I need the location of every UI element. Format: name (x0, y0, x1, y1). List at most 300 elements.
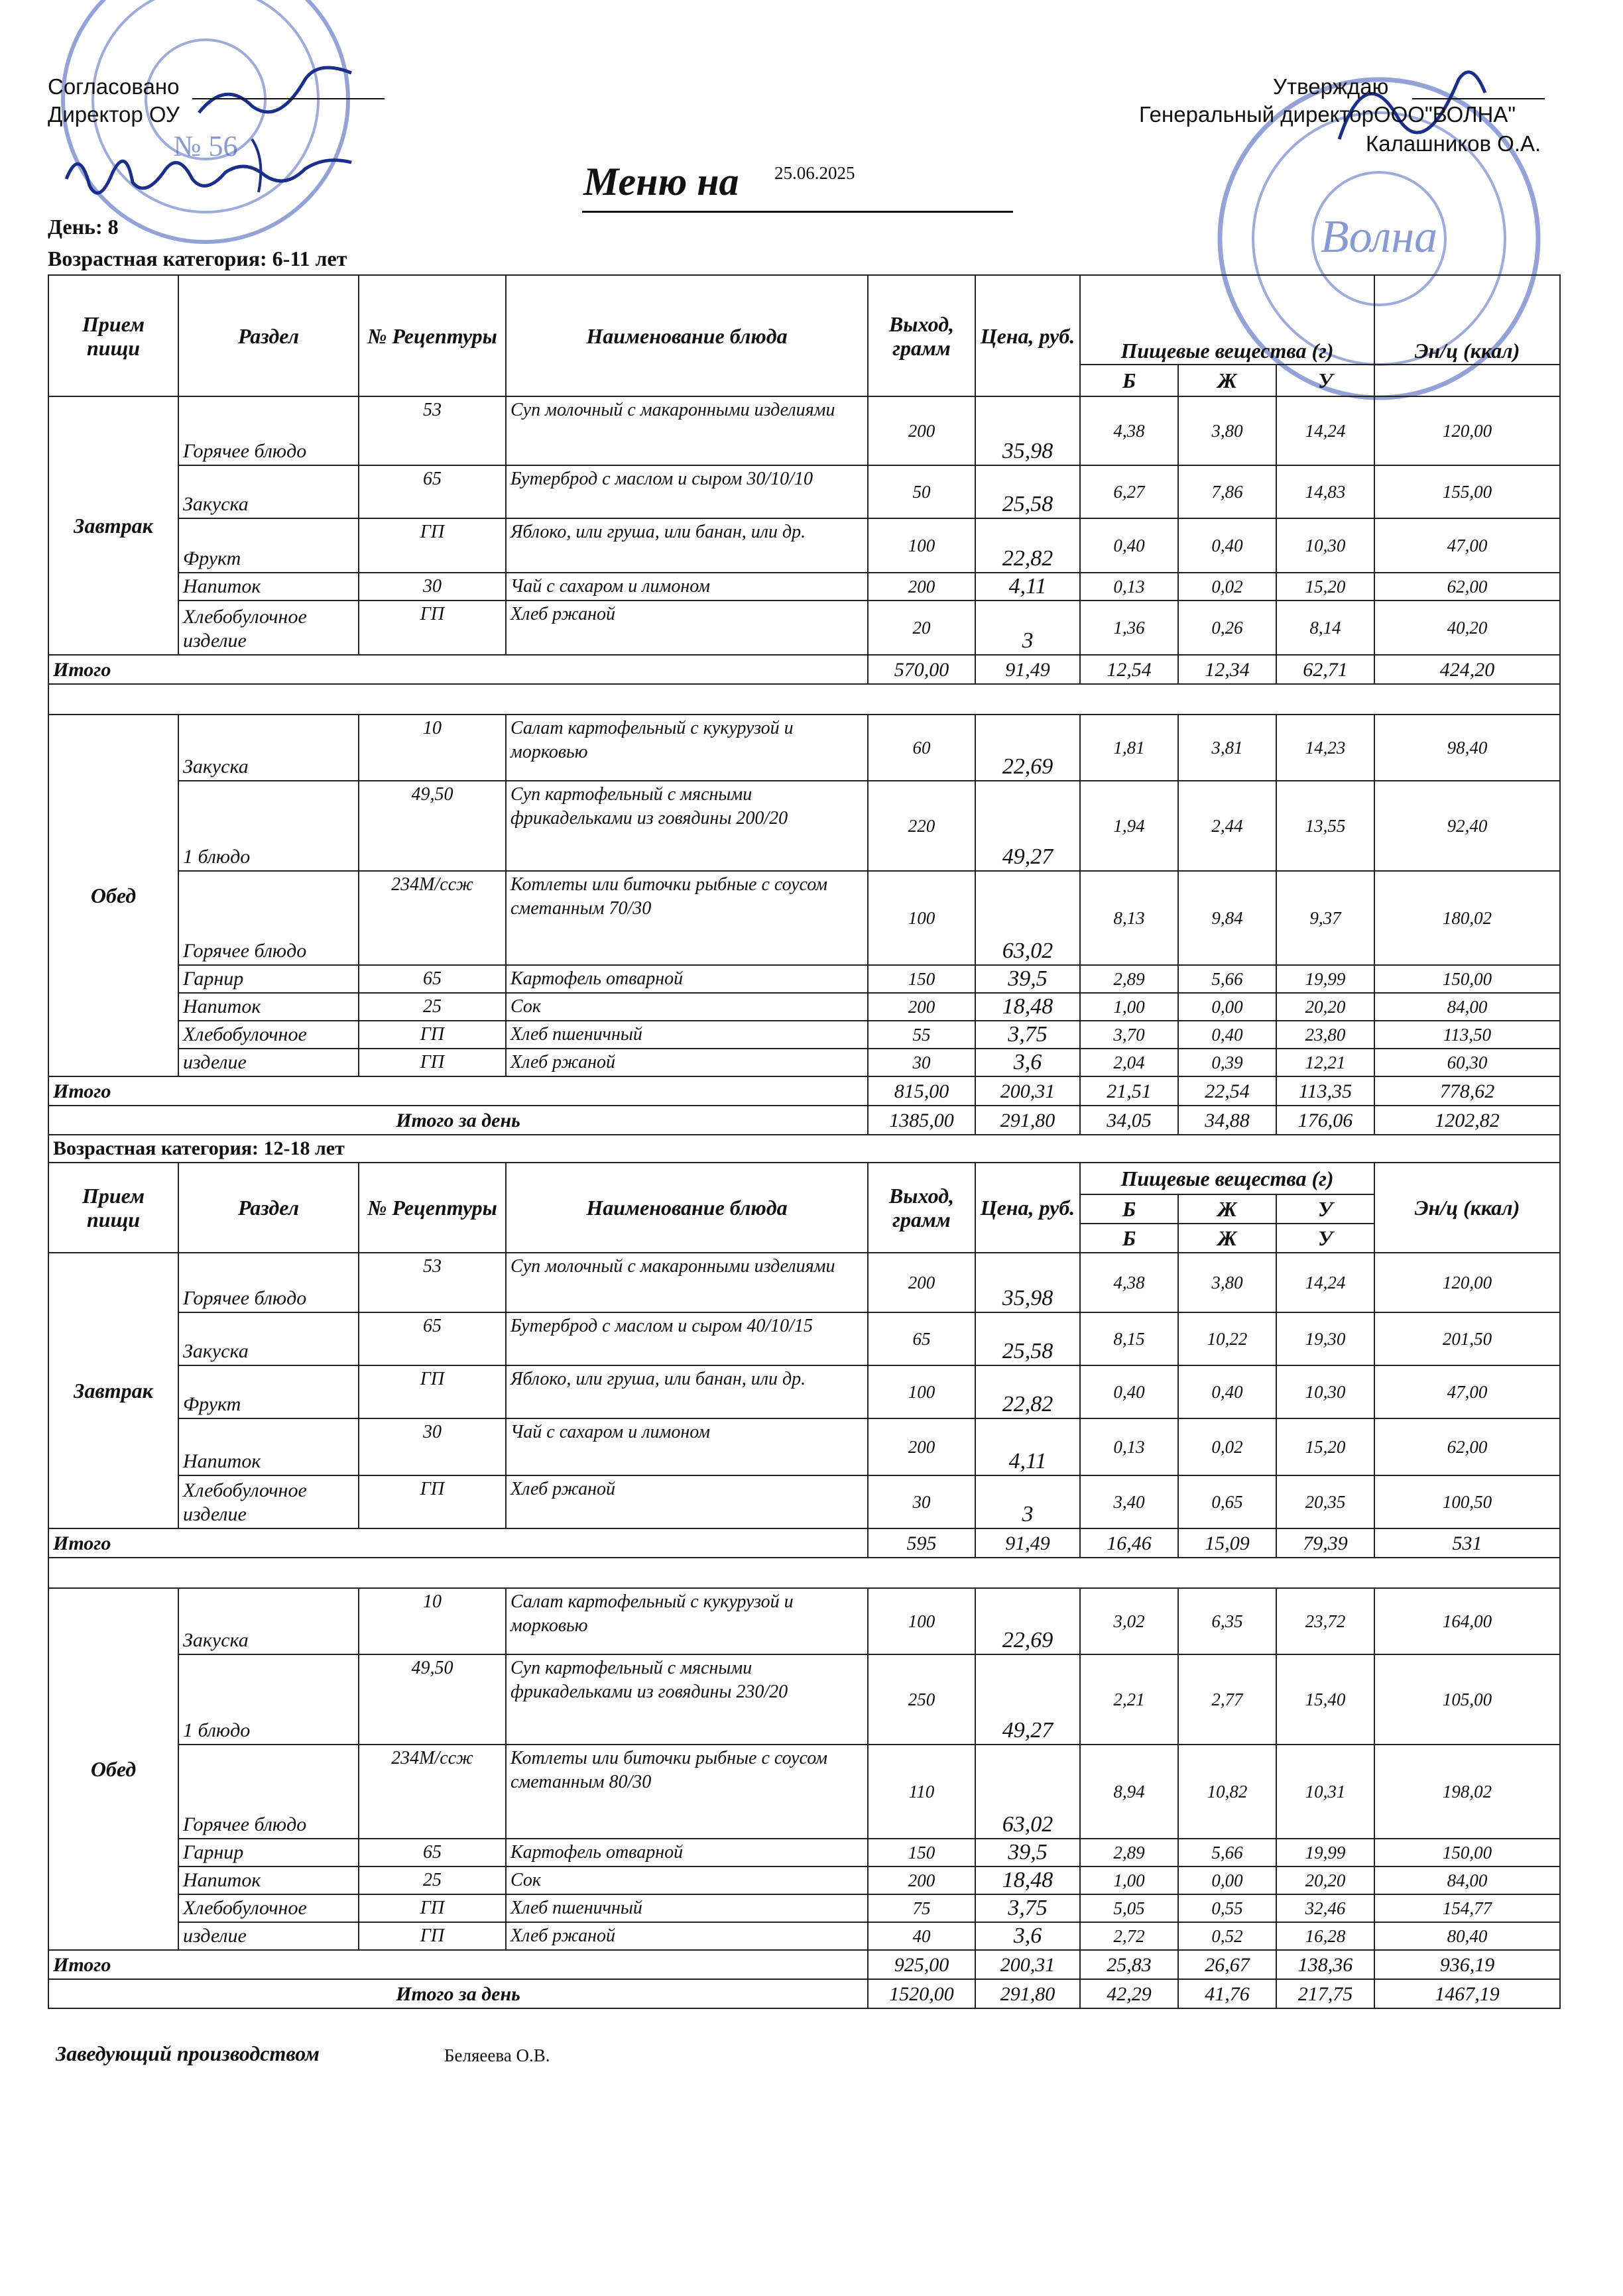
total-cell: 25,83 (1080, 1950, 1178, 1979)
price-cell: 3,75 (975, 1894, 1080, 1922)
col-nutrients: Пищевые вещества (г) (1080, 1163, 1374, 1194)
weight-cell: 150 (868, 1839, 975, 1866)
dish-cell: Суп картофельный с мясными фрикадельками из говядины 200/20 (506, 781, 868, 871)
dish-cell: Хлеб пшеничный (506, 1894, 868, 1922)
protein-cell: 3,40 (1080, 1475, 1178, 1528)
meal-name: Завтрак (48, 1253, 178, 1528)
director-signature (53, 133, 371, 212)
price-cell: 3 (975, 601, 1080, 655)
protein-cell: 4,38 (1080, 396, 1178, 465)
total-cell: 15,09 (1178, 1528, 1276, 1558)
total-cell: 12,34 (1178, 655, 1276, 684)
section-cell: Горячее блюдо (178, 871, 359, 965)
weight-cell: 55 (868, 1021, 975, 1049)
section-cell: изделие (178, 1049, 359, 1076)
day-total-label: Итого за день (48, 1979, 868, 2008)
weight-cell: 60 (868, 715, 975, 781)
gap-row (48, 1558, 1560, 1588)
price-cell: 18,48 (975, 1866, 1080, 1894)
protein-cell: 4,38 (1080, 1253, 1178, 1312)
dish-cell: Котлеты или биточки рыбные с соусом сметанным 70/30 (506, 871, 868, 965)
weight-cell: 50 (868, 465, 975, 518)
fat-cell: 5,66 (1178, 965, 1276, 993)
carb-cell: 10,30 (1276, 518, 1374, 573)
general-director: Генеральный директорООО"ВОЛНА" (1139, 102, 1516, 127)
weight-cell: 100 (868, 1365, 975, 1418)
carb-cell: 14,24 (1276, 1253, 1374, 1312)
dish-cell: Яблоко, или груша, или банан, или др. (506, 518, 868, 573)
weight-cell: 40 (868, 1922, 975, 1950)
t1-lunch-total-row (48, 1076, 1560, 1106)
fat-cell: 2,44 (1178, 781, 1276, 871)
protein-cell: 6,27 (1080, 465, 1178, 518)
col-dish: Наименование блюда (506, 1163, 868, 1253)
col-section: Раздел (178, 275, 359, 396)
dish-cell: Картофель отварной (506, 965, 868, 993)
carb-cell: 20,35 (1276, 1475, 1374, 1528)
section-cell: Напиток (178, 573, 359, 601)
section-cell: Фрукт (178, 1365, 359, 1418)
energy-cell: 60,30 (1374, 1049, 1560, 1076)
table-row (48, 1866, 1560, 1894)
table-row (48, 993, 1560, 1021)
carb-cell: 19,30 (1276, 1312, 1374, 1365)
price-cell: 35,98 (975, 396, 1080, 465)
weight-cell: 65 (868, 1312, 975, 1365)
gap-row (48, 684, 1560, 715)
carb-cell: 23,80 (1276, 1021, 1374, 1049)
recipe-cell: 53 (359, 1253, 506, 1312)
table-row (48, 396, 1560, 465)
carb-cell: 15,20 (1276, 1418, 1374, 1475)
carb-cell: 16,28 (1276, 1922, 1374, 1950)
fat-cell: 10,22 (1178, 1312, 1276, 1365)
table-row (48, 1312, 1560, 1365)
table-row (48, 1365, 1560, 1418)
table-row (48, 1253, 1560, 1312)
title-underline (582, 211, 1013, 213)
total-label: Итого (48, 655, 868, 684)
total-cell: 1385,00 (868, 1106, 975, 1135)
total-cell: 138,36 (1276, 1950, 1374, 1979)
director-label: Директор ОУ (48, 102, 180, 127)
protein-cell: 0,13 (1080, 1418, 1178, 1475)
dish-cell: Хлеб ржаной (506, 1922, 868, 1950)
total-cell: 16,46 (1080, 1528, 1178, 1558)
t2-day-total-row (48, 1979, 1560, 2008)
protein-cell: 2,89 (1080, 1839, 1178, 1866)
price-cell: 63,02 (975, 1745, 1080, 1839)
recipe-cell: ГП (359, 1894, 506, 1922)
total-label: Итого (48, 1076, 868, 1106)
weight-cell: 200 (868, 1418, 975, 1475)
meal-name: Обед (48, 715, 178, 1076)
section-cell: 1 блюдо (178, 781, 359, 871)
section-cell: Закуска (178, 1588, 359, 1654)
table-row (48, 965, 1560, 993)
footer-name: Беляеева О.В. (444, 2045, 550, 2065)
table-row (48, 781, 1560, 871)
protein-cell: 1,00 (1080, 993, 1178, 1021)
t2-lunch (48, 1588, 1560, 1950)
col-u: У (1276, 1194, 1374, 1224)
protein-cell: 8,94 (1080, 1745, 1178, 1839)
protein-cell: 1,94 (1080, 781, 1178, 871)
section-cell: Хлебобулочное (178, 1021, 359, 1049)
section-cell: Горячее блюдо (178, 396, 359, 465)
dish-cell: Суп молочный с макаронными изделиями (506, 1253, 868, 1312)
weight-cell: 75 (868, 1894, 975, 1922)
energy-cell: 113,50 (1374, 1021, 1560, 1049)
price-cell: 3,6 (975, 1049, 1080, 1076)
carb-cell: 19,99 (1276, 965, 1374, 993)
energy-cell: 47,00 (1374, 518, 1560, 573)
recipe-cell: ГП (359, 1922, 506, 1950)
table-row (48, 601, 1560, 655)
col-weight: Выход, грамм (868, 1163, 975, 1253)
protein-cell: 1,81 (1080, 715, 1178, 781)
svg-text:Волна: Волна (1320, 211, 1438, 262)
recipe-cell: ГП (359, 1049, 506, 1076)
price-cell: 25,58 (975, 465, 1080, 518)
price-cell: 3,6 (975, 1922, 1080, 1950)
col-weight: Выход, грамм (868, 275, 975, 396)
carb-cell: 15,40 (1276, 1654, 1374, 1745)
col-recipe: № Рецептуры (359, 275, 506, 396)
agreed-signature-line (192, 98, 385, 99)
footer-label: Заведующий производством (56, 2041, 320, 2065)
col-energy-sub (1374, 365, 1560, 396)
recipe-cell: 49,50 (359, 1654, 506, 1745)
carb-cell: 13,55 (1276, 781, 1374, 871)
total-cell: 531 (1374, 1528, 1560, 1558)
col-zh: Ж (1178, 365, 1276, 396)
total-cell: 1467,19 (1374, 1979, 1560, 2008)
weight-cell: 200 (868, 993, 975, 1021)
total-cell: 217,75 (1276, 1979, 1374, 2008)
price-cell: 3,75 (975, 1021, 1080, 1049)
price-cell: 22,69 (975, 1588, 1080, 1654)
recipe-cell: 65 (359, 1312, 506, 1365)
price-cell: 63,02 (975, 871, 1080, 965)
col-u: У (1276, 1224, 1374, 1253)
section-cell: Горячее блюдо (178, 1745, 359, 1839)
price-cell: 39,5 (975, 965, 1080, 993)
carb-cell: 14,83 (1276, 465, 1374, 518)
dish-cell: Чай с сахаром и лимоном (506, 573, 868, 601)
price-cell: 4,11 (975, 573, 1080, 601)
recipe-cell: 234М/ссж (359, 871, 506, 965)
recipe-cell: 65 (359, 1839, 506, 1866)
carb-cell: 14,24 (1276, 396, 1374, 465)
section-cell: Закуска (178, 465, 359, 518)
recipe-cell: 65 (359, 465, 506, 518)
energy-cell: 155,00 (1374, 465, 1560, 518)
table-row (48, 1894, 1560, 1922)
recipe-cell: 25 (359, 1866, 506, 1894)
section-cell: Напиток (178, 993, 359, 1021)
meal-name: Обед (48, 1588, 178, 1950)
recipe-cell: ГП (359, 1365, 506, 1418)
section-cell: Гарнир (178, 965, 359, 993)
price-cell: 25,58 (975, 1312, 1080, 1365)
table-row (48, 1418, 1560, 1475)
total-cell: 291,80 (975, 1979, 1080, 2008)
dish-cell: Хлеб ржаной (506, 1049, 868, 1076)
table-row (48, 1588, 1560, 1654)
price-cell: 22,82 (975, 518, 1080, 573)
energy-cell: 164,00 (1374, 1588, 1560, 1654)
protein-cell: 8,15 (1080, 1312, 1178, 1365)
t1-breakfast-total-row (48, 655, 1560, 684)
total-cell: 113,35 (1276, 1076, 1374, 1106)
dish-cell: Картофель отварной (506, 1839, 868, 1866)
protein-cell: 0,40 (1080, 1365, 1178, 1418)
approve-label: Утверждаю (1273, 74, 1389, 99)
weight-cell: 200 (868, 1866, 975, 1894)
fat-cell: 3,81 (1178, 715, 1276, 781)
section-cell: Напиток (178, 1418, 359, 1475)
total-cell: 815,00 (868, 1076, 975, 1106)
fat-cell: 0,40 (1178, 1021, 1276, 1049)
protein-cell: 0,40 (1080, 518, 1178, 573)
price-cell: 3 (975, 1475, 1080, 1528)
price-cell: 49,27 (975, 781, 1080, 871)
energy-cell: 84,00 (1374, 993, 1560, 1021)
menu-date: 25.06.2025 (774, 163, 855, 183)
fat-cell: 0,40 (1178, 518, 1276, 573)
t2-breakfast (48, 1253, 1560, 1528)
carb-cell: 19,99 (1276, 1839, 1374, 1866)
table-row (48, 1021, 1560, 1049)
energy-cell: 120,00 (1374, 1253, 1560, 1312)
energy-cell: 180,02 (1374, 871, 1560, 965)
total-cell: 91,49 (975, 655, 1080, 684)
col-nutrients: Пищевые вещества (г) (1080, 275, 1374, 365)
table-row (48, 1049, 1560, 1076)
fat-cell: 5,66 (1178, 1839, 1276, 1866)
table-row (48, 1839, 1560, 1866)
fat-cell: 3,80 (1178, 1253, 1276, 1312)
total-cell: 22,54 (1178, 1076, 1276, 1106)
col-zh: Ж (1178, 1224, 1276, 1253)
fat-cell: 0,02 (1178, 1418, 1276, 1475)
weight-cell: 100 (868, 518, 975, 573)
table-row (48, 871, 1560, 965)
approver-name: Калашников О.А. (1366, 131, 1541, 156)
recipe-cell: ГП (359, 1021, 506, 1049)
weight-cell: 100 (868, 871, 975, 965)
protein-cell: 2,21 (1080, 1654, 1178, 1745)
dish-cell: Котлеты или биточки рыбные с соусом сметанным 80/30 (506, 1745, 868, 1839)
protein-cell: 1,00 (1080, 1866, 1178, 1894)
total-cell: 778,62 (1374, 1076, 1560, 1106)
section-cell: Гарнир (178, 1839, 359, 1866)
table-row (48, 1475, 1560, 1528)
energy-cell: 92,40 (1374, 781, 1560, 871)
dish-cell: Салат картофельный с кукурузой и морковью (506, 715, 868, 781)
price-cell: 39,5 (975, 1839, 1080, 1866)
fat-cell: 0,65 (1178, 1475, 1276, 1528)
fat-cell: 9,84 (1178, 871, 1276, 965)
dish-cell: Яблоко, или груша, или банан, или др. (506, 1365, 868, 1418)
table-row (48, 465, 1560, 518)
col-section: Раздел (178, 1163, 359, 1253)
carb-cell: 20,20 (1276, 993, 1374, 1021)
section-cell: Хлебобулочное изделие (178, 1475, 359, 1528)
age-category-2-row (48, 1135, 1560, 1163)
energy-cell: 62,00 (1374, 1418, 1560, 1475)
day-label: День: 8 (48, 215, 119, 239)
energy-cell: 47,00 (1374, 1365, 1560, 1418)
section-cell: Напиток (178, 1866, 359, 1894)
recipe-cell: 30 (359, 1418, 506, 1475)
total-cell: 1202,82 (1374, 1106, 1560, 1135)
recipe-cell: 234М/ссж (359, 1745, 506, 1839)
weight-cell: 30 (868, 1049, 975, 1076)
col-meal: Прием пищи (48, 275, 178, 396)
energy-cell: 100,50 (1374, 1475, 1560, 1528)
energy-cell: 150,00 (1374, 1839, 1560, 1866)
dish-cell: Сок (506, 1866, 868, 1894)
weight-cell: 250 (868, 1654, 975, 1745)
total-cell: 1520,00 (868, 1979, 975, 2008)
dish-cell: Сок (506, 993, 868, 1021)
section-cell: изделие (178, 1922, 359, 1950)
table-row (48, 518, 1560, 573)
t1-lunch (48, 715, 1560, 1076)
fat-cell: 3,80 (1178, 396, 1276, 465)
col-b: Б (1080, 1194, 1178, 1224)
carb-cell: 9,37 (1276, 871, 1374, 965)
total-cell: 42,29 (1080, 1979, 1178, 2008)
fat-cell: 2,77 (1178, 1654, 1276, 1745)
table-row (48, 1654, 1560, 1745)
total-cell: 79,39 (1276, 1528, 1374, 1558)
energy-cell: 98,40 (1374, 715, 1560, 781)
agreed-label: Согласовано (48, 74, 180, 99)
recipe-cell: 10 (359, 715, 506, 781)
energy-cell: 80,40 (1374, 1922, 1560, 1950)
energy-cell: 62,00 (1374, 573, 1560, 601)
dish-cell: Хлеб ржаной (506, 601, 868, 655)
col-meal: Прием пищи (48, 1163, 178, 1253)
energy-cell: 84,00 (1374, 1866, 1560, 1894)
table-row (48, 1922, 1560, 1950)
menu-table-6-11 (48, 274, 1561, 2009)
col-price: Цена, руб. (975, 275, 1080, 396)
protein-cell: 8,13 (1080, 871, 1178, 965)
dish-cell: Бутерброд с маслом и сыром 40/10/15 (506, 1312, 868, 1365)
dish-cell: Хлеб ржаной (506, 1475, 868, 1528)
col-energy: Эн/ц (ккал) (1374, 1163, 1560, 1253)
table-row (48, 715, 1560, 781)
total-cell: 91,49 (975, 1528, 1080, 1558)
weight-cell: 150 (868, 965, 975, 993)
t1-day-total-row (48, 1106, 1560, 1135)
weight-cell: 20 (868, 601, 975, 655)
col-b: Б (1080, 365, 1178, 396)
carb-cell: 10,30 (1276, 1365, 1374, 1418)
carb-cell: 14,23 (1276, 715, 1374, 781)
carb-cell: 15,20 (1276, 573, 1374, 601)
weight-cell: 200 (868, 573, 975, 601)
protein-cell: 2,04 (1080, 1049, 1178, 1076)
carb-cell: 12,21 (1276, 1049, 1374, 1076)
total-label: Итого (48, 1528, 868, 1558)
menu-signature (186, 53, 385, 133)
protein-cell: 2,89 (1080, 965, 1178, 993)
energy-cell: 120,00 (1374, 396, 1560, 465)
recipe-cell: 10 (359, 1588, 506, 1654)
recipe-cell: ГП (359, 518, 506, 573)
section-cell: 1 блюдо (178, 1654, 359, 1745)
col-b: Б (1080, 1224, 1178, 1253)
t1-breakfast (48, 396, 1560, 655)
fat-cell: 6,35 (1178, 1588, 1276, 1654)
price-cell: 49,27 (975, 1654, 1080, 1745)
energy-cell: 154,77 (1374, 1894, 1560, 1922)
day-total-label: Итого за день (48, 1106, 868, 1135)
total-cell: 34,05 (1080, 1106, 1178, 1135)
energy-cell: 201,50 (1374, 1312, 1560, 1365)
fat-cell: 0,39 (1178, 1049, 1276, 1076)
dish-cell: Чай с сахаром и лимоном (506, 1418, 868, 1475)
protein-cell: 3,70 (1080, 1021, 1178, 1049)
fat-cell: 0,52 (1178, 1922, 1276, 1950)
protein-cell: 2,72 (1080, 1922, 1178, 1950)
recipe-cell: 49,50 (359, 781, 506, 871)
protein-cell: 5,05 (1080, 1894, 1178, 1922)
energy-cell: 150,00 (1374, 965, 1560, 993)
t2-lunch-total-row (48, 1950, 1560, 1979)
total-label: Итого (48, 1950, 868, 1979)
weight-cell: 200 (868, 1253, 975, 1312)
total-cell: 291,80 (975, 1106, 1080, 1135)
dish-cell: Бутерброд с маслом и сыром 30/10/10 (506, 465, 868, 518)
total-cell: 570,00 (868, 655, 975, 684)
total-cell: 62,71 (1276, 655, 1374, 684)
meal-name: Завтрак (48, 396, 178, 655)
price-cell: 22,82 (975, 1365, 1080, 1418)
recipe-cell: 53 (359, 396, 506, 465)
recipe-cell: 30 (359, 573, 506, 601)
recipe-cell: 65 (359, 965, 506, 993)
total-cell: 200,31 (975, 1950, 1080, 1979)
recipe-cell: ГП (359, 1475, 506, 1528)
price-cell: 4,11 (975, 1418, 1080, 1475)
dish-cell: Суп молочный с макаронными изделиями (506, 396, 868, 465)
fat-cell: 10,82 (1178, 1745, 1276, 1839)
col-dish: Наименование блюда (506, 275, 868, 396)
section-cell: Закуска (178, 715, 359, 781)
fat-cell: 0,00 (1178, 1866, 1276, 1894)
carb-cell: 23,72 (1276, 1588, 1374, 1654)
col-zh: Ж (1178, 1194, 1276, 1224)
energy-cell: 198,02 (1374, 1745, 1560, 1839)
t2-breakfast-total-row (48, 1528, 1560, 1558)
col-price: Цена, руб. (975, 1163, 1080, 1253)
section-cell: Закуска (178, 1312, 359, 1365)
total-cell: 21,51 (1080, 1076, 1178, 1106)
protein-cell: 1,36 (1080, 601, 1178, 655)
total-cell: 176,06 (1276, 1106, 1374, 1135)
recipe-cell: ГП (359, 601, 506, 655)
col-energy: Эн/ц (ккал) (1374, 275, 1560, 365)
fat-cell: 0,40 (1178, 1365, 1276, 1418)
energy-cell: 105,00 (1374, 1654, 1560, 1745)
price-cell: 18,48 (975, 993, 1080, 1021)
